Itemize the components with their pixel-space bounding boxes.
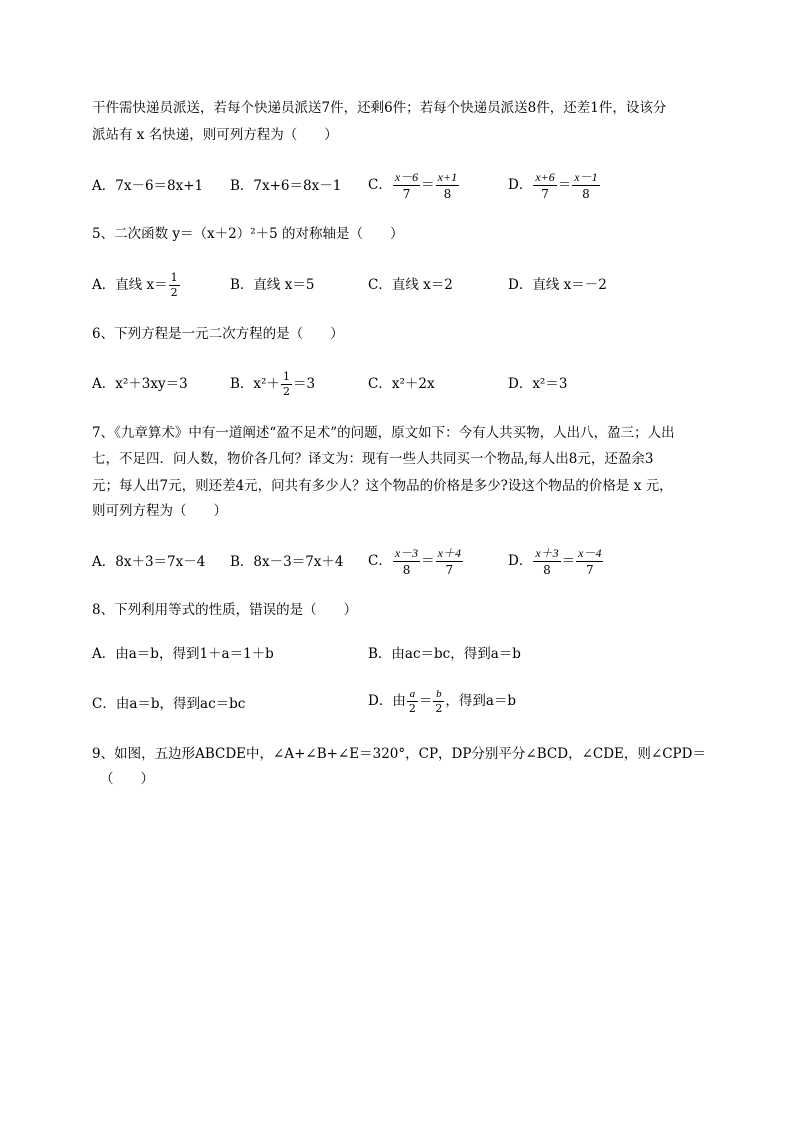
q7-d-right-numerator: x－4 (578, 546, 602, 560)
q4-c-left-fraction (393, 170, 420, 201)
q7-stem-line3: 元；每人出7元，则还差4元，问共有多少人？这个物品的价格是多少?设这个物品的价格是 x 元， (92, 478, 673, 494)
q4-option-d: D． $\frac{x+6}{7}$ ＝ $\frac{x-1}{8}$ (508, 170, 598, 201)
q7-d-left-denominator: 8 (543, 563, 551, 577)
q7-stem-line1: 7、《九章算术》中有一道阐述“盈不足术”的问题，原文如下：今有人共买物，人出八，盈三；人出 (92, 425, 675, 441)
q4-option-c: C． $\frac{x-6}{7}$ ＝ $\frac{x+1}{8}$ (368, 170, 458, 201)
q6-option-b-label: B．x²＋ (230, 376, 280, 392)
q5-stem: 5、二次函数 y＝（x＋2）²＋5 的对称轴是（ ） (92, 226, 404, 242)
q7-stem-line4: 则可列方程为（ ） (92, 503, 227, 519)
q4-stem-line2: 派站有 x 名快递，则可列方程为（ ） (92, 127, 338, 143)
q6-stem: 6、下列方程是一元二次方程的是（ ） (92, 326, 344, 342)
q5-a-numerator: 1 (170, 271, 178, 284)
q9-stem-line1: 9、如图，五边形ABCDE中，∠A+∠B+∠E＝320°，CP，DP分别平分∠BCD，∠CDE，则∠CPD＝ (92, 746, 706, 762)
q6-option-c: C．x²＋2x (368, 376, 435, 392)
q8-d-left-numerator: a (407, 688, 418, 702)
q8-d-right-denominator: 2 (435, 702, 443, 715)
q5-option-b: B．直线 x＝5 (230, 277, 315, 293)
q8-d-right-fraction (433, 688, 444, 715)
q4-c-right-numerator: x+1 (437, 170, 458, 184)
q7-d-left-numerator: x＋3 (535, 546, 559, 560)
q6-b-fraction (281, 371, 292, 398)
q8-option-d: D．由 $\frac{a}{2}$ ＝ $\frac{b}{2}$ ，得到a＝b (368, 688, 517, 715)
q6-option-a: A．x²＋3xy＝3 (92, 376, 188, 392)
q7-d-left-fraction (533, 546, 560, 577)
q4-option-d-label: D． (508, 177, 533, 193)
q4-option-b: B．7x+6＝8x－1 (230, 178, 342, 194)
q7-c-right-numerator: x＋4 (437, 546, 461, 560)
q5-option-d: D．直线 x＝－2 (508, 277, 607, 293)
q7-option-b: B．8x－3＝7x＋4 (230, 554, 344, 570)
q7-option-a: A．8x＋3＝7x－4 (92, 554, 206, 570)
q4-d-right-numerator: x－1 (574, 170, 598, 184)
q7-d-right-fraction (576, 546, 603, 577)
q7-c-right-denominator: 7 (445, 563, 454, 577)
q5-a-fraction (169, 272, 180, 299)
q6-b-numerator: 1 (282, 370, 290, 383)
q5-option-c: C．直线 x＝2 (368, 277, 453, 293)
q6-option-b (230, 371, 315, 398)
q8-option-a: A．由a＝b，得到1＋a＝1＋b (92, 646, 274, 662)
q4-stem-line1: 干件需快递员派送，若每个快递员派送7件，还剩6件；若每个快递员派送8件，还差1件，设该分 (92, 100, 667, 116)
q8-d-right-numerator: b (433, 688, 444, 702)
q9-stem-line2: （ ） (100, 771, 154, 787)
q7-c-left-fraction (393, 546, 420, 577)
q4-option-c-label: C． (368, 177, 392, 193)
q8-option-d-label: D．由 (368, 693, 406, 709)
q5-option-a (92, 272, 181, 299)
q8-option-b: B．由ac＝bc，得到a＝b (368, 646, 521, 662)
q4-option-a: A．7x－6＝8x+1 (92, 178, 204, 194)
q7-stem-line2: 七，不足四．问人数，物价各几何？译文为：现有一些人共同买一个物品,每人出8元，还盈余3 (92, 451, 654, 467)
q5-a-denominator: 2 (170, 286, 178, 299)
q4-c-left-denominator: 7 (402, 187, 411, 201)
q4-d-right-fraction (572, 170, 599, 201)
q4-c-left-numerator: x－6 (394, 170, 419, 184)
q8-d-left-fraction (407, 688, 418, 715)
q8-stem: 8、下列利用等式的性质，错误的是（ ） (92, 602, 358, 618)
q4-d-left-numerator: x+6 (535, 170, 555, 184)
q7-c-right-fraction (436, 546, 463, 577)
q7-c-left-numerator: x－3 (394, 546, 419, 560)
q8-d-left-denominator: 2 (408, 702, 416, 715)
q6-option-d: D．x²＝3 (508, 376, 568, 392)
q7-option-c: C． $\frac{x-3}{8}$ ＝ $\frac{x+4}{7}$ (368, 546, 461, 577)
q4-d-right-denominator: 8 (582, 187, 590, 201)
q7-option-d-label: D． (508, 553, 533, 569)
q4-c-right-denominator: 8 (443, 187, 452, 201)
q4-d-left-fraction (533, 170, 556, 201)
q5-option-a-label: A．直线 x＝ (92, 277, 168, 293)
q7-d-right-denominator: 7 (586, 563, 594, 577)
q6-b-denominator: 2 (282, 385, 290, 398)
q7-option-d: D． $\frac{x+3}{8}$ ＝ $\frac{x-4}{7}$ (508, 546, 602, 577)
q8-option-c: C．由a＝b，得到ac＝bc (92, 696, 246, 712)
q6-option-b-tail: ＝3 (292, 376, 316, 392)
q7-option-c-label: C． (368, 553, 392, 569)
q4-c-right-fraction (436, 170, 459, 201)
q8-option-d-tail: ，得到a＝b (445, 693, 517, 709)
q4-d-left-denominator: 7 (541, 187, 549, 201)
q7-c-left-denominator: 8 (402, 563, 411, 577)
